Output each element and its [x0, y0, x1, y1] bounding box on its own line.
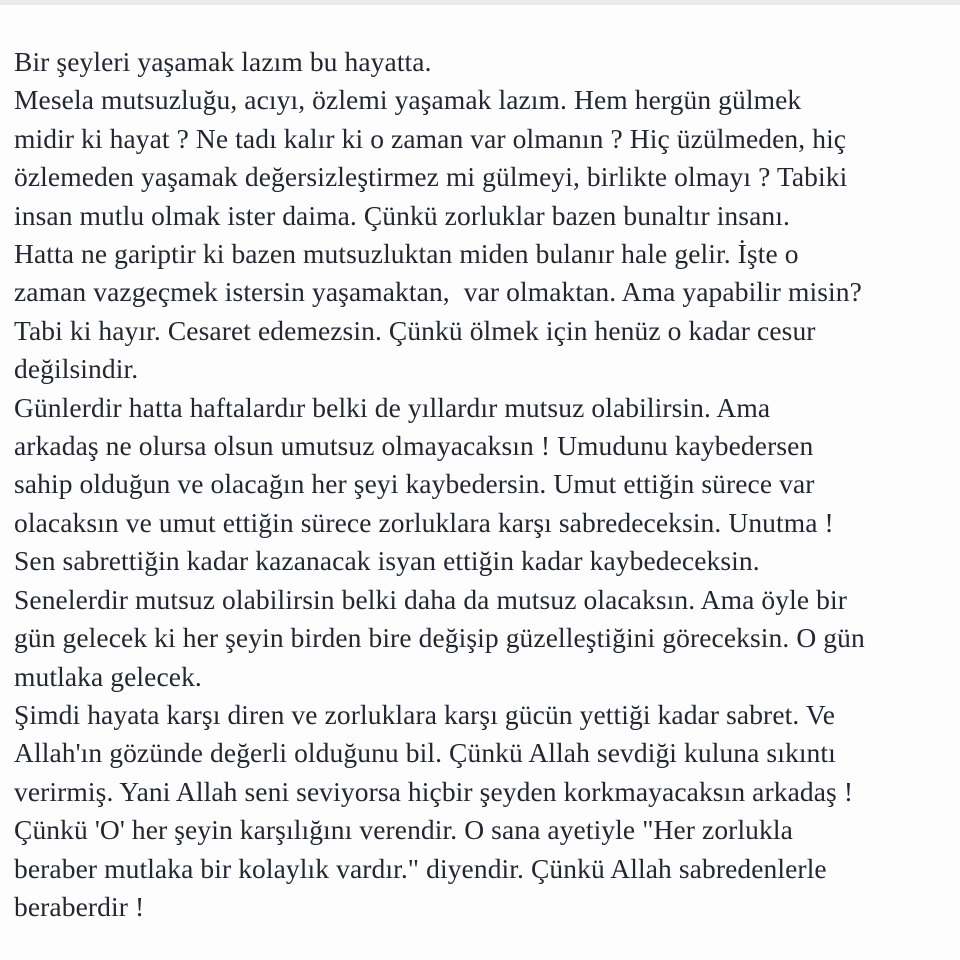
text-line: mutlaka gelecek.: [14, 660, 202, 692]
text-line: sahip olduğun ve olacağın her şeyi kaybedersin. Umut ettiğin sürece var: [14, 468, 815, 500]
text-line: Günlerdir hatta haftalardır belki de yıllardır mutsuz olabilirsin. Ama: [14, 391, 771, 423]
text-line: zaman vazgeçmek istersin yaşamaktan, var olmaktan. Ama yapabilir misin?: [14, 276, 862, 308]
text-line: Çünkü 'O' her şeyin karşılığını verendir. O sana ayetiyle "Her zorlukla: [14, 814, 793, 846]
text-line: insan mutlu olmak ister daima. Çünkü zorluklar bazen bunaltır insanı.: [14, 199, 790, 231]
text-line: verirmiş. Yani Allah seni seviyorsa hiçbir şeyden korkmayacaksın arkadaş !: [14, 775, 854, 807]
text-line: Sen sabrettiğin kadar kazanacak isyan ettiğin kadar kaybedeceksin.: [14, 545, 760, 577]
text-line: Şimdi hayata karşı diren ve zorluklara karşı gücün yettiği kadar sabret. Ve: [14, 698, 836, 730]
text-line: özlemeden yaşamak değersizleştirmez mi gülmeyi, birlikte olmayı ? Tabiki: [14, 161, 848, 193]
text-line: midir ki hayat ? Ne tadı kalır ki o zaman var olmanın ? Hiç üzülmeden, hiç: [14, 122, 847, 154]
text-line: değilsindir.: [14, 353, 139, 385]
text-line: Mesela mutsuzluğu, acıyı, özlemi yaşamak lazım. Hem hergün gülmek: [14, 84, 802, 116]
text-line: olacaksın ve umut ettiğin sürece zorluklara karşı sabredeceksin. Unutma !: [14, 506, 834, 538]
text-line: beraberdir !: [14, 890, 145, 922]
text-line: Allah'ın gözünde değerli olduğunu bil. Çünkü Allah sevdiği kuluna sıkıntı: [14, 737, 836, 769]
text-line: Tabi ki hayır. Cesaret edemezsin. Çünkü ölmek için henüz o kadar cesur: [14, 314, 816, 346]
text-line: beraber mutlaka bir kolaylık vardır." diyendir. Çünkü Allah sabredenlerle: [14, 852, 827, 884]
document-page: [0, 5, 960, 926]
text-line: arkadaş ne olursa olsun umutsuz olmayacaksın ! Umudunu kaybedersen: [14, 430, 814, 462]
text-line: Senelerdir mutsuz olabilirsin belki daha da mutsuz olacaksın. Ama öyle bir: [14, 583, 847, 615]
text-line: Hatta ne gariptir ki bazen mutsuzluktan miden bulanır hale gelir. İşte o: [14, 238, 799, 270]
text-line: gün gelecek ki her şeyin birden bire değişip güzelleştiğini göreceksin. O gün: [14, 622, 865, 654]
text-line: Bir şeyleri yaşamak lazım bu hayatta.: [14, 46, 432, 77]
